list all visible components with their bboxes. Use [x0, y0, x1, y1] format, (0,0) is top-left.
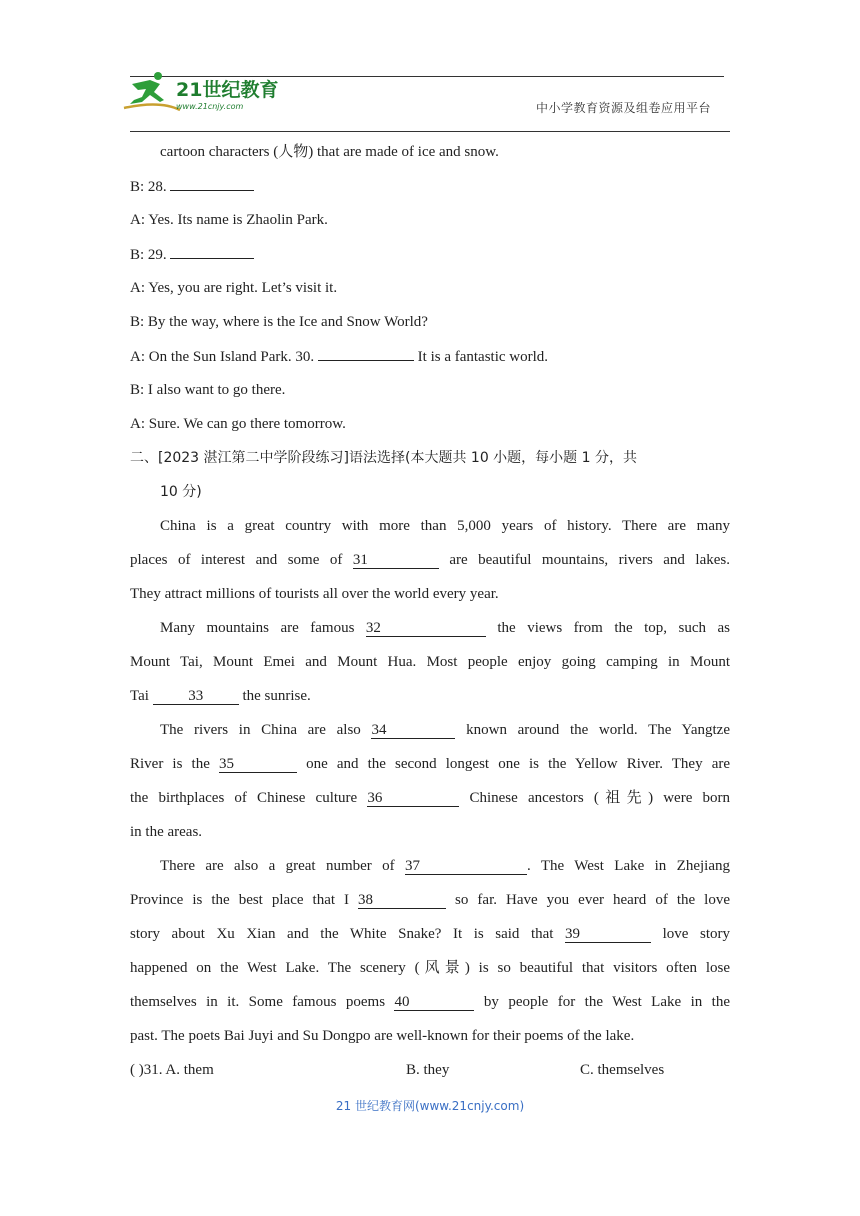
- dialogue-line: B: I also want to go there.: [130, 382, 286, 398]
- gap-32[interactable]: 32: [366, 620, 486, 637]
- gap-35[interactable]: 35: [219, 756, 297, 773]
- passage-line: China is a great country with more than 5,000 years of history. There are many: [160, 518, 730, 534]
- dialogue-line: B: By the way, where is the Ice and Snow World?: [130, 314, 428, 330]
- logo-text: 21世纪教育: [176, 79, 279, 101]
- document-body: [130, 141, 730, 1093]
- passage-line: There are also a great number of 37 . The West Lake in Zhejiang: [160, 858, 730, 874]
- passage-line: in the areas.: [130, 824, 203, 840]
- passage-line: past. The poets Bai Juyi and Su Dongpo are well-known for their poems of the lake.: [130, 1028, 635, 1044]
- passage-line: story about Xu Xian and the White Snake? It is said that 39 love story: [130, 926, 730, 942]
- section-heading: 二、[2023 湛江第二中学阶段练习]语法选择(本大题共 10 小题，每小题 1 分，共: [130, 450, 637, 466]
- answer-blank-29[interactable]: [170, 243, 254, 259]
- dialogue-line: A: Yes, you are right. Let’s visit it.: [130, 280, 338, 296]
- option-a[interactable]: ( )31. A. them: [130, 1062, 214, 1078]
- dialogue-line: A: Sure. We can go there tomorrow.: [130, 416, 346, 432]
- passage-line: River is the 35 one and the second longest one is the Yellow River. They are: [130, 756, 730, 772]
- gap-40[interactable]: 40: [394, 994, 474, 1011]
- runner-icon: [124, 72, 180, 110]
- option-b[interactable]: B. they: [406, 1062, 450, 1078]
- passage-line: Many mountains are famous 32 the views from the top, such as: [160, 620, 730, 636]
- question-31-options: [130, 1059, 730, 1093]
- section-heading-cont: 10 分): [160, 484, 202, 500]
- answer-blank-28[interactable]: [170, 175, 254, 191]
- site-logo: [120, 70, 290, 114]
- dialogue-line: A: On the Sun Island Park. 30. It is a fantastic world.: [130, 345, 730, 379]
- passage-line: themselves in it. Some famous poems 40 by people for the West Lake in the: [130, 994, 731, 1010]
- answer-blank-30[interactable]: [318, 345, 414, 361]
- dialogue-line: cartoon characters (人物) that are made of ice and snow.: [160, 144, 499, 160]
- footer-link[interactable]: 21 世纪教育网(www.21cnjy.com): [335, 1099, 525, 1113]
- passage-line: the birthplaces of Chinese culture 36 Chinese ancestors (祖先) were born: [130, 790, 730, 806]
- platform-label: 中小学教育资源及组卷应用平台: [536, 101, 712, 115]
- gap-33[interactable]: 33: [153, 688, 239, 705]
- passage-line: The rivers in China are also 34 known around the world. The Yangtze: [160, 722, 730, 738]
- header-rule-bottom: [130, 131, 730, 132]
- gap-37[interactable]: 37: [405, 858, 527, 875]
- gap-31[interactable]: 31: [353, 552, 439, 569]
- logo-url: www.21cnjy.com: [176, 102, 244, 111]
- passage-line: happened on the West Lake. The scenery (风景) is so beautiful that visitors often lose: [130, 960, 730, 976]
- gap-36[interactable]: 36: [367, 790, 459, 807]
- passage-line: Tai 33 the sunrise.: [130, 688, 311, 704]
- dialogue-line: A: Yes. Its name is Zhaolin Park.: [130, 212, 328, 228]
- dialogue-line: B: 28.: [130, 175, 730, 209]
- option-c[interactable]: C. themselves: [580, 1062, 665, 1078]
- passage-line: Province is the best place that I 38 so far. Have you ever heard of the love: [130, 892, 730, 908]
- gap-38[interactable]: 38: [358, 892, 446, 909]
- gap-39[interactable]: 39: [565, 926, 651, 943]
- passage-line: They attract millions of tourists all over the world every year.: [130, 586, 499, 602]
- passage-line: places of interest and some of 31 are beautiful mountains, rivers and lakes.: [130, 552, 730, 568]
- dialogue-line: B: 29.: [130, 243, 730, 277]
- passage-line: Mount Tai, Mount Emei and Mount Hua. Most people enjoy going camping in Mount: [130, 654, 730, 670]
- gap-34[interactable]: 34: [371, 722, 455, 739]
